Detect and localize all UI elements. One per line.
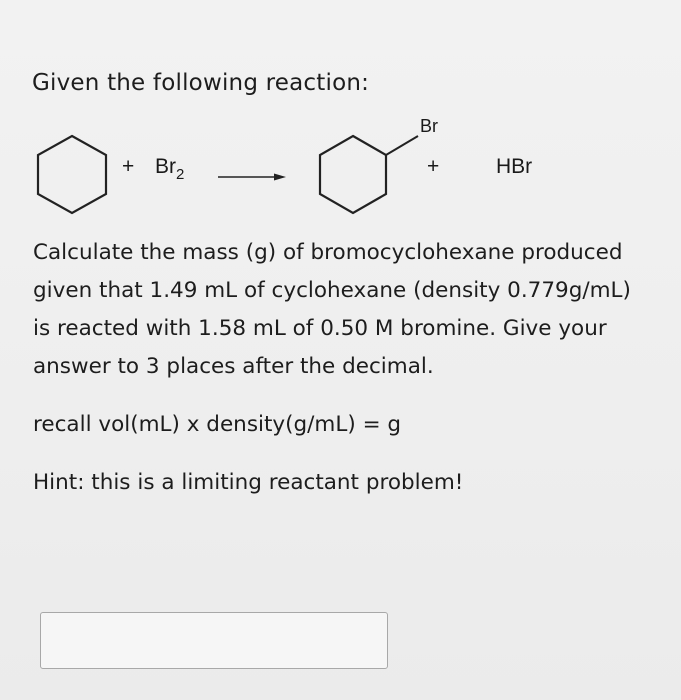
bromocyclohexane-ring	[320, 136, 386, 213]
recall-note: recall vol(mL) x density(g/mL) = g	[33, 412, 402, 437]
reaction-arrow-head	[274, 174, 286, 181]
cyclohexane-ring	[38, 136, 106, 213]
bromine-subscript: 2	[176, 166, 185, 183]
reaction-scheme	[0, 110, 681, 220]
hint-text: Hint: this is a limiting reactant problem!	[33, 470, 464, 495]
hbr-product: HBr	[496, 155, 533, 178]
question-line: answer to 3 places after the decimal.	[33, 354, 434, 379]
bromine-formula	[155, 155, 184, 183]
answer-input[interactable]	[40, 612, 388, 669]
reaction-diagram	[0, 110, 681, 220]
question-line: Calculate the mass (g) of bromocyclohexane produced	[33, 240, 623, 265]
reaction-plus-2: +	[427, 155, 440, 178]
reaction-plus-1: +	[122, 155, 135, 178]
bromo-substituent-label: Br	[420, 116, 438, 136]
question-text	[33, 234, 653, 386]
c-br-bond	[386, 136, 418, 155]
question-line: given that 1.49 mL of cyclohexane (density 0.779g/mL)	[33, 278, 631, 303]
bromine-symbol: Br	[155, 155, 176, 178]
question-line: is reacted with 1.58 mL of 0.50 M bromine. Give your	[33, 316, 607, 341]
reaction-heading: Given the following reaction:	[32, 70, 370, 96]
